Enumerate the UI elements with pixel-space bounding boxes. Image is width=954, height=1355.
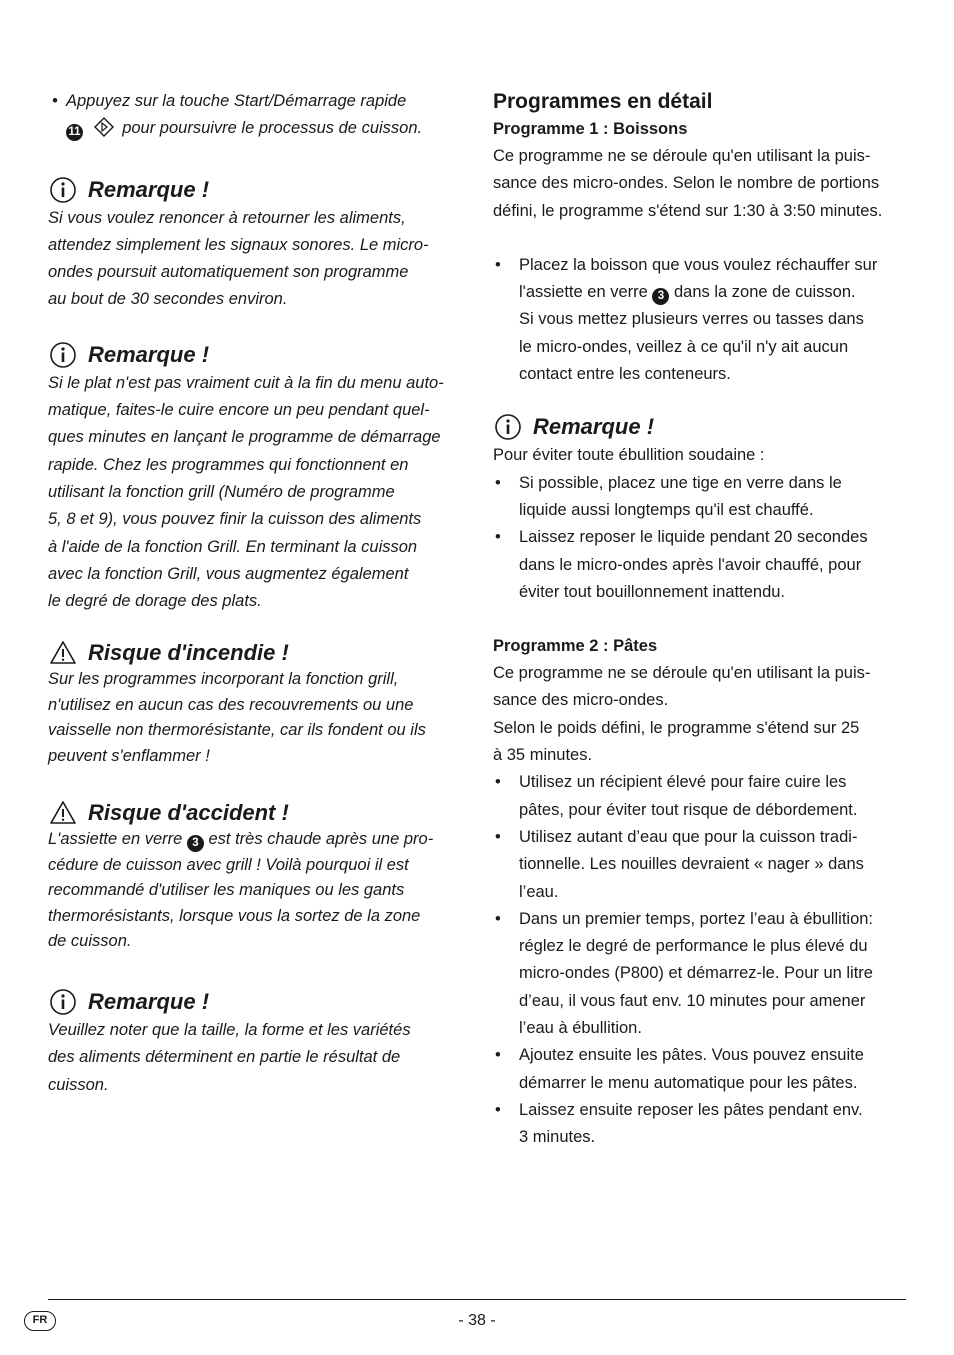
note-block-3 xyxy=(48,987,458,1099)
list-item: • Utilisez un récipient élevé pour faire cuire les pâtes, pour éviter tout risque de débordement. xyxy=(493,769,908,824)
program-2-bullets xyxy=(493,769,908,1151)
note-block-2 xyxy=(48,340,458,616)
warning-heading xyxy=(48,799,458,827)
warning-triangle-icon xyxy=(48,799,78,827)
program-2-text: Ce programme ne se déroule qu'en utilisant la puis- sance des micro-ondes. Selon le poids défini, le programme s'étend sur 25 à 35 minutes. xyxy=(493,664,871,765)
warning-heading xyxy=(48,639,458,667)
right-column xyxy=(493,88,908,1152)
note-title: Remarque ! xyxy=(88,988,210,1014)
list-item: • Si possible, placez une tige en verre dans le liquide aussi longtemps qu'il est chauffé. xyxy=(493,470,908,525)
note-text: Si le plat n'est pas vraiment cuit à la fin du menu auto- matique, faites-le cuire encore un peu pendant quel- ques minutes en lançant le programme de démarrage rapide. Chez les programmes qui fonctionnent en utilisant la fonction grill (Numéro de programme 5, 8 et 9), vous pouvez finir la cuisson des aliments à l'aide de la fonction Grill. En terminant la cuisson avec la fonction Grill, vous augmentez également le degré de dorage des plats. xyxy=(48,373,444,611)
note-text: Veuillez noter que la taille, la forme et les variétés des aliments déterminent en partie le résultat de cuisson. xyxy=(48,1020,411,1094)
note-title: Remarque ! xyxy=(88,341,210,367)
warning-text: L'assiette en verre 3 est très chaude après une pro- cédure de cuisson avec grill ! Voilà pourquoi il est recommandé d'utiliser les maniques ou les gants thermorésistants, lorsque vous la sortez de la zone de cuisson. xyxy=(48,830,434,951)
list-item: • Dans un premier temps, portez l’eau à ébullition: réglez le degré de performance le plus élevé du micro-ondes (P800) et démarrez-le. Pour un litre d’eau, il vous faut env. 10 minutes pour amener l’eau à ébullition. xyxy=(493,906,908,1042)
reference-number: 3 xyxy=(652,288,669,305)
list-item: • Laissez ensuite reposer les pâtes pendant env. 3 minutes. xyxy=(493,1097,908,1152)
warning-triangle-icon xyxy=(48,639,78,667)
language-badge: FR xyxy=(24,1311,56,1331)
reference-number: 11 xyxy=(66,124,83,141)
info-circle-icon xyxy=(48,340,78,370)
note-title: Remarque ! xyxy=(533,414,655,440)
info-circle-icon xyxy=(48,175,78,205)
info-circle-icon xyxy=(493,412,523,442)
left-column xyxy=(48,88,458,1099)
list-item: • Placez la boisson que vous voulez réchauffer sur l'assiette en verre 3 dans la zone de cuisson. Si vous mettez plusieurs verres ou tasses dans le micro-ondes, veillez à ce qu'il n'y ait aucun contact entre les conteneurs. xyxy=(493,252,908,388)
intro-bullets xyxy=(48,88,458,147)
program-2-title: Programme 2 : Pâtes xyxy=(493,637,658,656)
note-title: Remarque ! xyxy=(88,176,210,202)
info-circle-icon xyxy=(48,987,78,1017)
intro-text-2: pour poursuivre le processus de cuisson. xyxy=(122,119,423,138)
note-heading xyxy=(48,175,458,205)
note-heading xyxy=(493,412,908,442)
start-diamond-icon xyxy=(94,117,114,146)
warning-title: Risque d'incendie ! xyxy=(88,640,289,666)
note-intro: Pour éviter toute ébullition soudaine : xyxy=(493,446,765,465)
note-heading xyxy=(48,987,458,1017)
warning-text: Sur les programmes incorporant la fonction grill, n'utilisez en aucun cas des recouvrements ou une vaisselle non thermorésistante, car ils fondent ou ils peuvent s'enflammer ! xyxy=(48,670,426,765)
note-text: Si vous voulez renoncer à retourner les aliments, attendez simplement les signaux sonores. Le micro- ondes poursuit automatiquement son programme au bout de 30 secondes environ. xyxy=(48,208,429,309)
note-heading xyxy=(48,340,458,370)
program-1-title: Programme 1 : Boissons xyxy=(493,120,688,138)
list-item: • Ajoutez ensuite les pâtes. Vous pouvez ensuite démarrer le menu automatique pour les pâtes. xyxy=(493,1042,908,1097)
list-item: • Laissez reposer le liquide pendant 20 secondes dans le micro-ondes après l'avoir chauffé, pour éviter tout bouillonnement inattendu. xyxy=(493,524,908,606)
warning-block-accident xyxy=(48,799,458,955)
page-number: - 38 - xyxy=(458,1312,496,1329)
list-item: • Utilisez autant d’eau que pour la cuisson tradi- tionnelle. Les nouilles devraient « nager » dans l’eau. xyxy=(493,824,908,906)
program-1-text: Ce programme ne se déroule qu'en utilisant la puis- sance des micro-ondes. Selon le nombre de portions défini, le programme s'étend sur 1:30 à 3:50 minutes. xyxy=(493,147,883,220)
warning-title: Risque d'accident ! xyxy=(88,800,289,826)
intro-text-1: Appuyez sur la touche Start/Démarrage rapide xyxy=(66,92,407,110)
note-bullets xyxy=(493,470,908,606)
reference-number: 3 xyxy=(187,835,204,852)
note-block-right xyxy=(493,412,908,606)
warning-block-fire xyxy=(48,639,458,769)
list-item xyxy=(48,88,458,147)
note-block-1 xyxy=(48,175,458,314)
program-1-bullets xyxy=(493,252,908,388)
footer-divider xyxy=(48,1299,906,1300)
section-heading: Programmes en détail xyxy=(493,90,713,113)
